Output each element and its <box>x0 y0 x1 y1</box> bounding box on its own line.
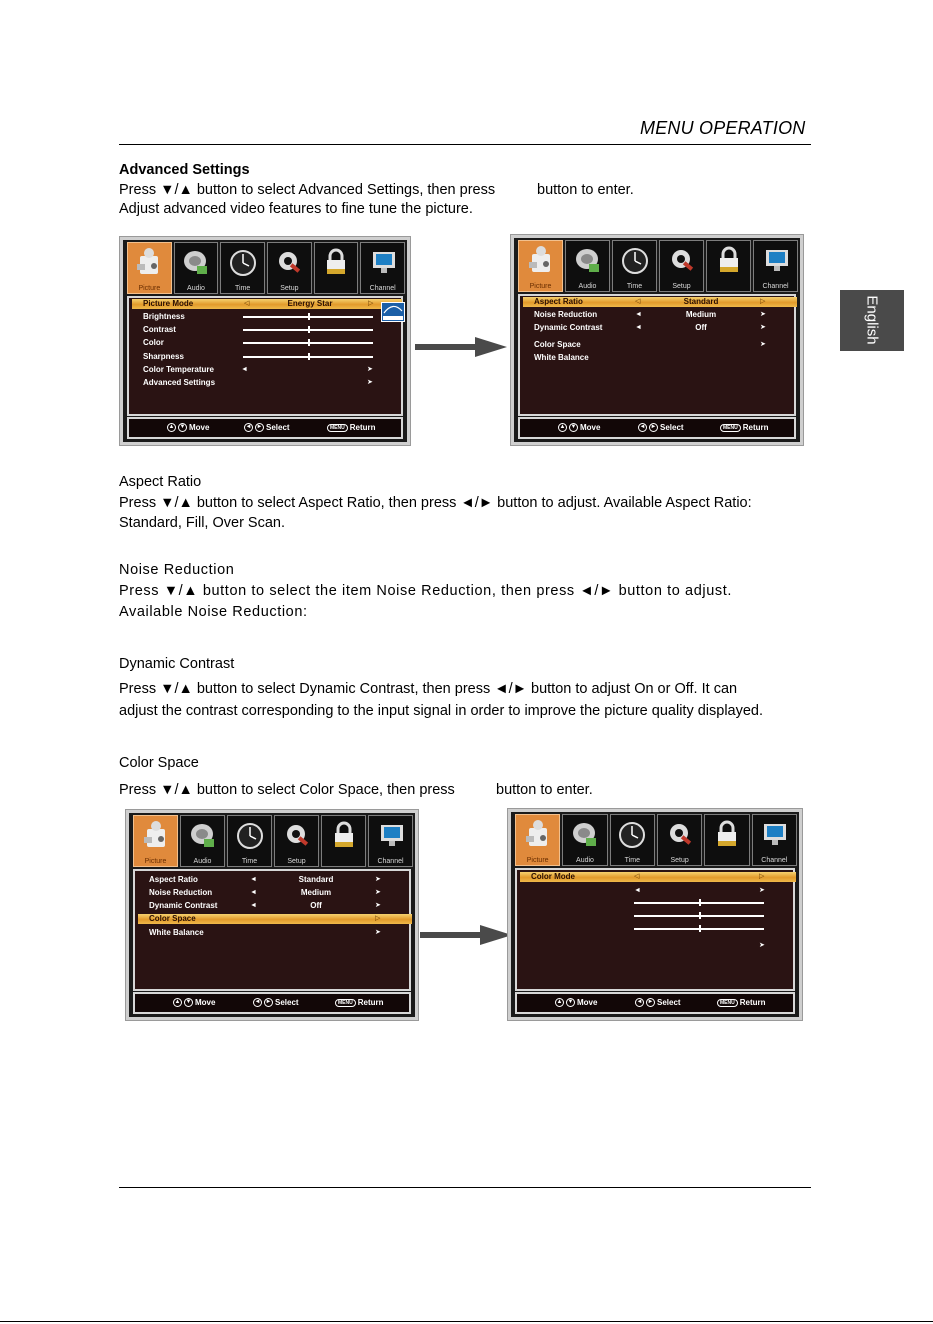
left-arrow-icon: ◄ <box>250 902 257 909</box>
tab-audio[interactable] <box>174 242 219 294</box>
menu-row-color[interactable]: Color <box>143 338 164 347</box>
menu-row-noise-reduction[interactable]: Noise Reduction <box>534 310 598 319</box>
tab-setup[interactable] <box>267 242 312 294</box>
tab-time-label: Time <box>626 283 643 290</box>
left-arrow-icon: ◄ <box>241 366 248 373</box>
menu-row-noise-reduction[interactable]: Noise Reduction <box>149 888 213 897</box>
menu-row-sharpness[interactable]: Sharpness <box>143 352 184 361</box>
left-arrow-icon: ◄ <box>635 324 642 331</box>
down-button-icon: ▼ <box>185 999 192 1005</box>
tab-channel-label: Channel <box>761 857 788 864</box>
down-button-icon: ▼ <box>570 424 577 430</box>
tab-setup-label: Setup <box>287 858 306 865</box>
footer-select: ◄ ► Select <box>636 998 681 1007</box>
tab-picture-label: Picture <box>526 857 549 864</box>
left-arrow-icon: ◁ <box>635 298 641 305</box>
camera-icon <box>526 244 556 278</box>
right-arrow-icon: ▷ <box>368 300 374 307</box>
right-arrow-icon: ▷ <box>375 915 381 922</box>
noise-reduction-heading: Noise Reduction <box>119 562 235 578</box>
down-button-icon: ▼ <box>567 999 574 1005</box>
lock-icon <box>329 819 359 853</box>
dynamic-contrast-heading: Dynamic Contrast <box>119 656 235 672</box>
clock-icon <box>235 819 265 853</box>
footer-move: ▲ ▼ Move <box>556 998 598 1007</box>
tab-channel[interactable] <box>360 242 405 294</box>
tab-audio[interactable] <box>565 240 610 292</box>
menu-row-aspect-ratio[interactable]: Aspect Ratio ◁ Standard ▷ <box>523 297 797 307</box>
footer-select: ◄ ► Select <box>254 998 299 1007</box>
gear-icon <box>282 819 312 853</box>
color-space-select-screenshot <box>125 809 419 1021</box>
advanced-settings-line2: Adjust advanced video features to fine tune the picture. <box>119 201 473 217</box>
dynamic-contrast-value: Off <box>310 901 322 910</box>
aspect-ratio-value: Standard <box>683 297 719 306</box>
left-button-icon: ◄ <box>636 999 643 1005</box>
tab-time[interactable] <box>612 240 657 292</box>
menu-row-aspect-ratio[interactable]: Aspect Ratio <box>149 875 198 884</box>
page-bottom-rule <box>0 1321 933 1322</box>
speaker-icon <box>573 244 603 278</box>
up-button-icon: ▲ <box>559 424 566 430</box>
footer-move: ▲ ▼ Move <box>559 423 601 432</box>
color-space-submenu-screenshot <box>507 808 803 1021</box>
camera-icon <box>523 818 553 852</box>
left-arrow-icon: ◁ <box>244 300 250 307</box>
menu-row-picture-mode[interactable]: Picture Mode ◁ Energy Star ▷ <box>132 299 402 309</box>
right-arrow-icon: ➤ <box>760 311 766 318</box>
right-arrow-icon: ▷ <box>759 873 765 880</box>
menu-row-white-balance[interactable]: White Balance <box>149 928 204 937</box>
monitor-icon <box>368 246 398 280</box>
tab-lock[interactable] <box>704 814 749 866</box>
brightness-slider[interactable] <box>243 316 373 318</box>
aspect-ratio-heading: Aspect Ratio <box>119 474 202 490</box>
advanced-menu-list <box>133 869 411 991</box>
color-space-slider-2[interactable] <box>634 915 764 917</box>
tab-time[interactable] <box>227 815 272 867</box>
header-rule <box>119 144 811 145</box>
slider-2-thumb[interactable] <box>699 912 701 919</box>
menu-row-contrast[interactable]: Contrast <box>143 325 176 334</box>
tab-channel[interactable] <box>753 240 798 292</box>
dynamic-contrast-value: Off <box>695 323 707 332</box>
noise-reduction-value: Medium <box>685 310 717 319</box>
lock-icon <box>712 818 742 852</box>
noise-reduction-line1: Press ▼/▲ button to select the item Noise Reduction, then press ◄/► button to adjust. <box>119 583 732 599</box>
left-button-icon: ◄ <box>254 999 261 1005</box>
right-flow-arrow-icon <box>415 337 507 357</box>
menu-footer <box>133 992 411 1014</box>
menu-key-icon: MENU <box>720 424 741 432</box>
footer-select: ◄ ► Select <box>639 423 684 432</box>
color-space-heading: Color Space <box>119 755 199 771</box>
menu-row-white-balance[interactable]: White Balance <box>534 353 589 362</box>
aspect-ratio-line1: Press ▼/▲ button to select Aspect Ratio, then press ◄/► button to adjust. Available Aspect Ratio: <box>119 495 752 511</box>
tab-time[interactable] <box>610 814 655 866</box>
left-arrow-icon: ◄ <box>250 889 257 896</box>
tab-time-label: Time <box>241 858 258 865</box>
footer-move: ▲ ▼ Move <box>168 423 210 432</box>
camera-icon <box>141 819 171 853</box>
footer-select: ◄ ► Select <box>245 423 290 432</box>
tab-time-label: Time <box>624 857 640 864</box>
tab-audio-label: Audio <box>578 283 597 290</box>
right-arrow-icon: ➤ <box>375 876 381 883</box>
right-arrow-icon: ➤ <box>759 887 765 894</box>
brightness-slider-thumb[interactable] <box>308 313 310 320</box>
tab-channel-label: Channel <box>762 283 789 290</box>
tab-picture[interactable] <box>515 814 560 866</box>
tab-setup[interactable] <box>657 814 702 866</box>
color-space-line1: Press ▼/▲ button to select Color Space, then press <box>119 782 455 798</box>
advanced-settings-line1: Press ▼/▲ button to select Advanced Settings, then press <box>119 182 496 198</box>
right-flow-arrow-icon <box>420 925 512 945</box>
picture-mode-value: Energy Star <box>287 299 333 308</box>
tab-channel-label: Channel <box>369 285 396 292</box>
color-space-line1-end: button to enter. <box>496 782 593 798</box>
menu-tab-bar <box>518 240 798 292</box>
tab-audio-label: Audio <box>193 858 212 865</box>
lock-icon <box>321 246 351 280</box>
tab-picture[interactable] <box>133 815 178 867</box>
down-button-icon: ▼ <box>179 424 186 430</box>
tab-audio-label: Audio <box>187 285 205 292</box>
tab-setup-label: Setup <box>672 283 691 290</box>
color-space-slider-1[interactable] <box>634 902 764 904</box>
right-button-icon: ► <box>650 424 657 430</box>
tab-lock[interactable] <box>314 242 359 294</box>
color-slider-thumb[interactable] <box>308 339 310 346</box>
right-button-icon: ► <box>265 999 272 1005</box>
menu-row-dynamic-contrast[interactable]: Dynamic Contrast <box>149 901 218 910</box>
noise-reduction-line2: Available Noise Reduction: <box>119 604 308 620</box>
tab-picture[interactable] <box>518 240 563 292</box>
dynamic-contrast-line2: adjust the contrast corresponding to the input signal in order to improve the picture quality displayed. <box>119 703 764 719</box>
tab-audio[interactable] <box>180 815 225 867</box>
menu-row-color-temperature[interactable]: Color Temperature <box>143 365 214 374</box>
right-arrow-icon: ➤ <box>759 942 765 949</box>
gear-icon <box>665 818 695 852</box>
up-button-icon: ▲ <box>168 424 175 430</box>
energy-star-logo-icon <box>381 302 405 322</box>
menu-row-advanced-settings[interactable]: Advanced Settings <box>143 378 216 387</box>
noise-reduction-value: Medium <box>300 888 332 897</box>
right-arrow-icon: ▷ <box>760 298 766 305</box>
sharpness-slider-thumb[interactable] <box>308 353 310 360</box>
footer-return: MENU Return <box>717 998 766 1007</box>
menu-tab-bar <box>133 815 413 867</box>
tab-channel[interactable] <box>752 814 797 866</box>
right-arrow-icon: ➤ <box>760 324 766 331</box>
sharpness-slider[interactable] <box>243 356 373 358</box>
dynamic-contrast-line1: Press ▼/▲ button to select Dynamic Contrast, then press ◄/► button to adjust On or Off. It can <box>119 681 738 697</box>
menu-row-brightness[interactable]: Brightness <box>143 312 185 321</box>
monitor-icon <box>759 818 789 852</box>
monitor-icon <box>376 819 406 853</box>
right-arrow-icon: ➤ <box>375 889 381 896</box>
right-button-icon: ► <box>647 999 654 1005</box>
left-arrow-icon: ◄ <box>634 887 641 894</box>
menu-row-color-mode[interactable]: Color Mode ◁ ▷ <box>520 872 796 882</box>
footer-rule <box>119 1187 811 1188</box>
left-arrow-icon: ◄ <box>250 876 257 883</box>
right-arrow-icon: ➤ <box>760 341 766 348</box>
menu-footer <box>515 992 795 1014</box>
menu-tab-bar <box>515 814 797 866</box>
clock-icon <box>228 246 258 280</box>
gear-icon <box>667 244 697 278</box>
tab-audio-label: Audio <box>576 857 594 864</box>
tab-picture-label: Picture <box>529 283 552 290</box>
left-button-icon: ◄ <box>245 424 252 430</box>
lock-icon <box>714 244 744 278</box>
tab-picture-label: Picture <box>144 858 167 865</box>
picture-menu-screenshot <box>119 236 411 446</box>
tab-setup[interactable] <box>274 815 319 867</box>
aspect-ratio-line2: Standard, Fill, Over Scan. <box>119 515 286 531</box>
advanced-settings-heading: Advanced Settings <box>119 162 250 178</box>
footer-return: MENU Return <box>720 423 769 432</box>
right-arrow-icon: ➤ <box>375 902 381 909</box>
clock-icon <box>617 818 647 852</box>
menu-key-icon: MENU <box>717 999 738 1007</box>
right-arrow-icon: ➤ <box>367 366 373 373</box>
advanced-menu-list <box>518 294 796 416</box>
slider-1-thumb[interactable] <box>699 899 701 906</box>
gear-icon <box>274 246 304 280</box>
menu-key-icon: MENU <box>335 999 356 1007</box>
clock-icon <box>620 244 650 278</box>
speaker-icon <box>181 246 211 280</box>
left-button-icon: ◄ <box>639 424 646 430</box>
menu-row-dynamic-contrast[interactable]: Dynamic Contrast <box>534 323 603 332</box>
left-arrow-icon: ◁ <box>634 873 640 880</box>
color-slider[interactable] <box>243 342 373 344</box>
right-button-icon: ► <box>256 424 263 430</box>
right-arrow-icon: ➤ <box>367 379 373 386</box>
monitor-icon <box>761 244 791 278</box>
menu-row-color-space[interactable]: Color Space <box>534 340 581 349</box>
tab-setup-label: Setup <box>670 857 689 864</box>
tab-lock[interactable] <box>321 815 366 867</box>
advanced-settings-line1-end: button to enter. <box>537 182 634 198</box>
tab-picture-label: Picture <box>138 285 161 292</box>
menu-row-color-space[interactable]: Color Space ▷ <box>138 914 412 924</box>
tab-time[interactable] <box>220 242 265 294</box>
tab-time-label: Time <box>235 285 251 292</box>
color-space-slider-3[interactable] <box>634 928 764 930</box>
advanced-menu-screenshot <box>510 234 804 446</box>
aspect-ratio-value: Standard <box>298 875 334 884</box>
color-space-submenu-list <box>515 868 795 991</box>
tab-channel-label: Channel <box>377 858 404 865</box>
tab-channel[interactable] <box>368 815 413 867</box>
camera-icon <box>134 246 164 280</box>
contrast-slider-thumb[interactable] <box>308 326 310 333</box>
speaker-icon <box>570 818 600 852</box>
footer-return: MENU Return <box>335 998 384 1007</box>
menu-tab-bar <box>127 242 405 294</box>
right-arrow-icon: ➤ <box>375 929 381 936</box>
language-tab-label: English <box>863 295 881 345</box>
picture-menu-list <box>127 296 403 416</box>
footer-return: MENU Return <box>327 423 376 432</box>
up-button-icon: ▲ <box>556 999 563 1005</box>
tab-setup-label: Setup <box>280 285 299 292</box>
speaker-icon <box>188 819 218 853</box>
tab-setup[interactable] <box>659 240 704 292</box>
page-header-title: MENU OPERATION <box>640 118 806 138</box>
slider-3-thumb[interactable] <box>699 925 701 932</box>
language-tab <box>840 290 904 351</box>
footer-move: ▲ ▼ Move <box>174 998 216 1007</box>
tab-lock[interactable] <box>706 240 751 292</box>
menu-footer <box>518 417 796 439</box>
left-arrow-icon: ◄ <box>635 311 642 318</box>
tab-audio[interactable] <box>562 814 607 866</box>
contrast-slider[interactable] <box>243 329 373 331</box>
tab-picture[interactable] <box>127 242 172 294</box>
menu-footer <box>127 417 403 439</box>
menu-key-icon: MENU <box>327 424 348 432</box>
up-button-icon: ▲ <box>174 999 181 1005</box>
